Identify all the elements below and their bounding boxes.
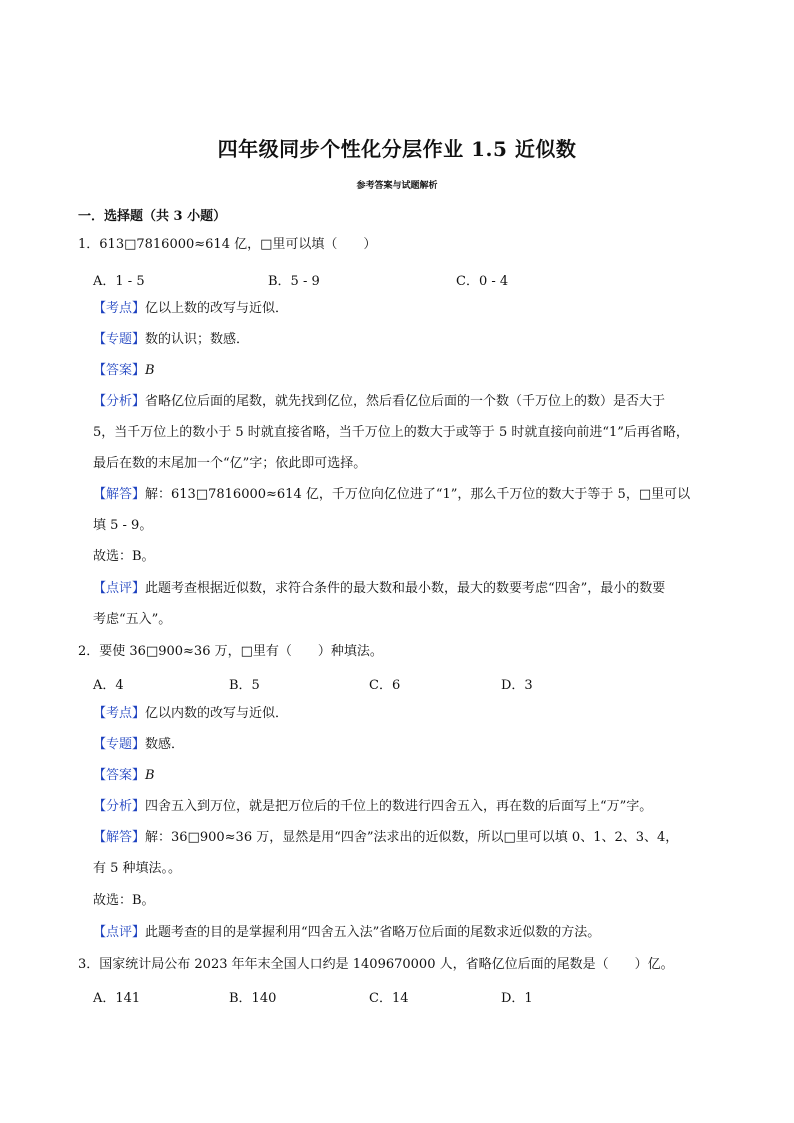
zhuanti-text: 数感． xyxy=(145,737,185,752)
question-2-jieda xyxy=(93,829,678,847)
kaodian-text: 亿以内数的改写与近似． xyxy=(145,706,289,721)
question-3-option-c: C．14 xyxy=(369,991,409,1006)
question-1-option-c: C．0 - 4 xyxy=(456,274,509,289)
question-2-zhuanti xyxy=(93,736,184,754)
zhuanti-text: 数的认识；数感． xyxy=(145,332,250,347)
jieda-line: 解：36□900≈36 万，显然是用“四舍”法求出的近似数，所以□里可以填 0、1、2、3、4， xyxy=(145,830,679,845)
fenxi-line: 四舍五入到万位，就是把万位后的千位上的数进行四舍五入，再在数的后面写上“万”字。 xyxy=(145,799,653,814)
question-1-option-b: B．5 - 9 xyxy=(268,274,320,289)
fenxi-tag: 【分析】 xyxy=(93,799,146,814)
daan-tag: 【答案】 xyxy=(93,768,146,783)
question-2-option-d: D．3 xyxy=(501,678,533,693)
daan-text: B xyxy=(145,363,155,378)
question-1-fenxi xyxy=(93,393,665,411)
page-subtitle: 参考答案与试题解析 xyxy=(356,181,438,191)
kaodian-tag: 【考点】 xyxy=(93,706,146,721)
question-2-option-a: A．4 xyxy=(93,678,124,693)
question-3-option-a: A．141 xyxy=(93,991,141,1006)
page-title: 四年级同步个性化分层作业 1.5 近似数 xyxy=(217,137,577,161)
question-1-zhuanti xyxy=(93,331,249,349)
dianping-tag: 【点评】 xyxy=(93,581,146,596)
jieda-line: 解：613□7816000≈614 亿，千万位向亿位进了“1”，那么千万位的数大于等于 5，□里可以 xyxy=(145,487,691,502)
kaodian-tag: 【考点】 xyxy=(93,301,146,316)
question-1-daan xyxy=(93,362,155,380)
question-2-option-b: B．5 xyxy=(229,678,260,693)
question-1-kaodian xyxy=(93,300,288,318)
question-2-fenxi xyxy=(93,798,652,816)
question-1-guxuan: 故选：B。 xyxy=(93,549,155,564)
question-2-stem: 2．要使 36□900≈36 万，□里有（ ）种填法。 xyxy=(78,644,383,659)
daan-text: B xyxy=(145,768,155,783)
dianping-tag: 【点评】 xyxy=(93,925,146,940)
question-1-jieda xyxy=(93,486,690,504)
question-3-stem: 3．国家统计局公布 2023 年年末全国人口约是 1409670000 人，省略亿位后面的尾数是（ ）亿。 xyxy=(78,957,674,972)
question-2-kaodian xyxy=(93,705,288,723)
question-2-daan xyxy=(93,767,155,785)
question-1-dianping xyxy=(93,580,665,598)
dianping-line: 考虑“五入”。 xyxy=(93,612,172,627)
fenxi-line: 省略亿位后面的尾数，就先找到亿位，然后看亿位后面的一个数（千万位上的数）是否大于 xyxy=(145,394,666,409)
fenxi-line: 最后在数的末尾加一个“亿”字；依此即可选择。 xyxy=(93,456,367,471)
jieda-tag: 【解答】 xyxy=(93,487,146,502)
dianping-line: 此题考查的目的是掌握利用“四舍五入法”省略万位后面的尾数求近似数的方法。 xyxy=(145,925,601,940)
section-heading: 一．选择题（共 3 小题） xyxy=(78,209,227,224)
fenxi-line: 5，当千万位上的数小于 5 时就直接省略，当千万位上的数大于或等于 5 时就直接向前进“1”后再省略， xyxy=(93,425,689,440)
question-3-option-d: D．1 xyxy=(501,991,533,1006)
question-2-option-c: C．6 xyxy=(369,678,401,693)
jieda-line: 填 5 - 9。 xyxy=(93,518,153,533)
question-3-option-b: B．140 xyxy=(229,991,277,1006)
dianping-line: 此题考查根据近似数，求符合条件的最大数和最小数，最大的数要考虑“四舍”，最小的数要 xyxy=(145,581,666,596)
zhuanti-tag: 【专题】 xyxy=(93,332,146,347)
question-2-guxuan: 故选：B。 xyxy=(93,893,155,908)
kaodian-text: 亿以上数的改写与近似． xyxy=(145,301,289,316)
fenxi-tag: 【分析】 xyxy=(93,394,146,409)
jieda-line: 有 5 种填法。。 xyxy=(93,861,182,876)
zhuanti-tag: 【专题】 xyxy=(93,737,146,752)
jieda-tag: 【解答】 xyxy=(93,830,146,845)
question-1-option-a: A．1 - 5 xyxy=(93,274,145,289)
daan-tag: 【答案】 xyxy=(93,363,146,378)
question-1-stem: 1．613□7816000≈614 亿，□里可以填（ ） xyxy=(78,237,377,252)
question-2-dianping xyxy=(93,924,600,942)
